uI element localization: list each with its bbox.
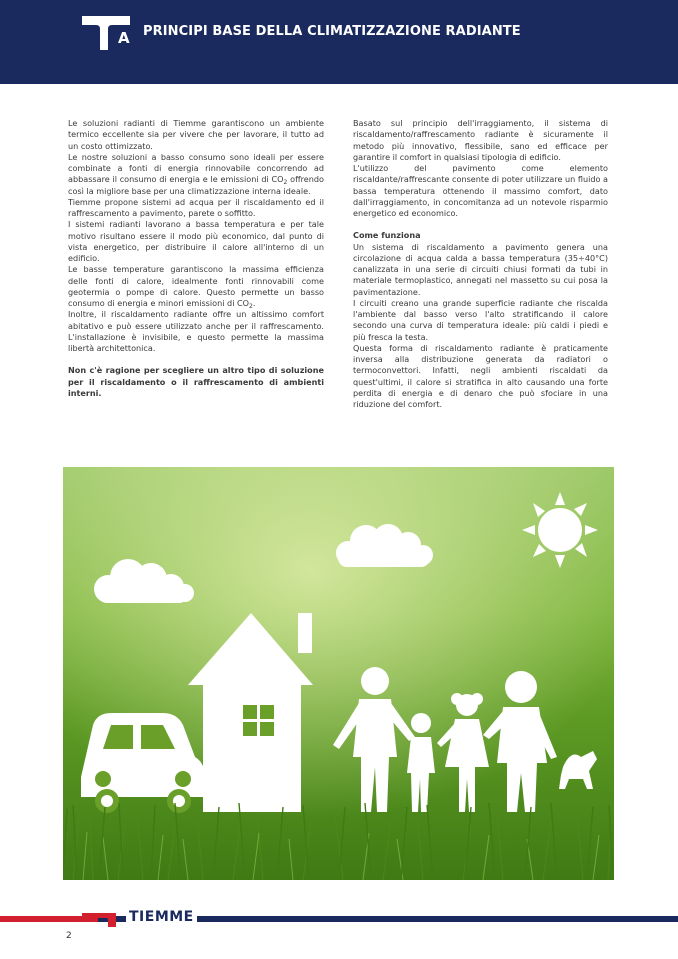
house-family-grass-photo (63, 467, 614, 880)
paragraph: I circuiti creano una grande superficie radiante che riscalda l'ambiente dal basso verso l'alto stratificando il calore secondo una curva di temperatura ideale: più caldi i piedi e più fresca la testa. (353, 297, 608, 342)
paragraph: Basato sul principio dell'irraggiamento, il sistema di riscaldamento/raffrescamento radiante è sicuramente il metodo più innovativo, flessibile, sano ed efficace per garantire il comfort in qualsiasi tipologia di edificio. (353, 118, 608, 162)
paragraph: L'utilizzo del pavimento come elemento riscaldante/raffrescante consente di poter utilizzare un fluido a bassa temperatura ottenendo il massimo comfort, dato dall'irraggiamento, in concomitanza ad un notevole risparmio energetico ed economico. (353, 163, 608, 218)
paragraph: Le basse temperature garantiscono la massima efficienza delle fonti di calore, idealmente fonti rinnovabili come geotermia o pompe di calore. Questo permette un basso consumo di energia e minori emissioni di $CO_2$. (68, 264, 324, 310)
closing-statement: Non c'è ragione per scegliere un altro tipo di soluzione per il riscaldamento o il raffrescamento di ambienti interni. (68, 365, 324, 398)
page-number: 2 (66, 931, 72, 941)
paragraph: Questa forma di riscaldamento radiante è praticamente inversa alla distribuzione generata da radiatori o termoconvettori. Infatti, negli ambienti riscaldati da quest'ultimi, il calore si stratifica in alto causando una forte perdita di energia e di denaro che può sfociare in una riduzione del comfort. (353, 342, 608, 409)
paragraph: Le nostre soluzioni a basso consumo sono ideali per essere combinate a fonti di energia rinnovabile concorrendo ad abbassare il consumo di energia e le emissioni di $CO_2$ offrendo così la migliore base per una climatizzazione interna ideale. (68, 151, 324, 196)
left-text-column (68, 118, 324, 399)
paragraph: Tiemme propone sistemi ad acqua per il riscaldamento ed il raffrescamento a pavimento, parete o soffitto. (68, 196, 324, 218)
paragraph: Le soluzioni radianti di Tiemme garantiscono un ambiente termico eccellente sia per vivere che per lavorare, il tutto ad un costo ottimizzato. (68, 118, 324, 151)
page-title: PRINCIPI BASE DELLA CLIMATIZZAZIONE RADIANTE (143, 24, 521, 39)
paragraph: Inoltre, il riscaldamento radiante offre un altissimo comfort abitativo e può essere utilizzato anche per il raffrescamento. L'installazione è invisibile, e questo permette la massima libertà architettonica. (68, 309, 324, 353)
subheading: Come funziona (353, 230, 421, 241)
paragraph: Un sistema di riscaldamento a pavimento genera una circolazione di acqua calda a bassa temperatura (35÷40°C) canalizzata in una serie di circuiti chiusi formati da tubi in materiale termoplastico, annegati nel massetto su cui posa la pavimentazione. (353, 241, 608, 297)
page-header (0, 0, 678, 84)
right-text-column (353, 118, 608, 410)
paragraph: I sistemi radianti lavorano a bassa temperatura e per tale motivo risultano essere il modo più economico, dal punto di vista energetico, per distribuire il calore all'interno di un edificio. (68, 219, 324, 263)
section-letter: A (118, 29, 130, 47)
footer-bar (0, 913, 678, 927)
footer-brand: TIEMME (126, 909, 197, 925)
